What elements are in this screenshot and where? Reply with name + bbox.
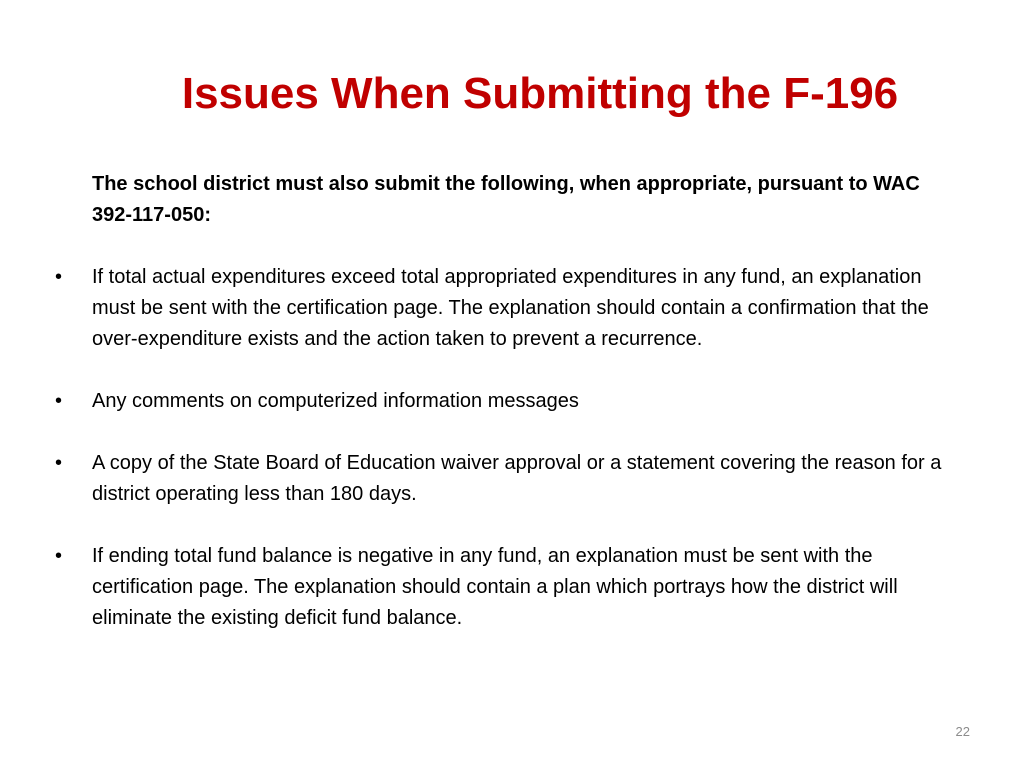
slide-title: Issues When Submitting the F-196 (181, 69, 899, 118)
bullet-text: If total actual expenditures exceed total appropriated expenditures in any fund, an explanation must be sent with the certification page. The explanation should contain a confirmation that the over-expenditure exists and the action taken to prevent a recurrence. (92, 266, 929, 350)
page-number: 22 (955, 724, 970, 739)
bullet-text: Any comments on computerized information messages (92, 390, 579, 412)
intro-paragraph: The school district must also submit the following, when appropriate, pursuant to WAC 392-117-050: (92, 173, 920, 226)
bullet-list (0, 262, 1024, 665)
bullet-item-negative-balance (0, 541, 952, 634)
bullet-marker: • (55, 266, 63, 288)
bullet-item-comments (0, 386, 952, 417)
bullet-marker: • (55, 452, 63, 474)
bullet-marker: • (55, 390, 63, 412)
bullet-item-overexpenditure (0, 262, 952, 355)
bullet-text: If ending total fund balance is negative in any fund, an explanation must be sent with the certification page. The explanation should contain a plan which portrays how the district will eliminate the existing deficit fund balance. (92, 545, 898, 629)
bullet-text: A copy of the State Board of Education waiver approval or a statement covering the reason for a district operating less than 180 days. (92, 452, 942, 505)
bullet-marker: • (55, 545, 63, 567)
bullet-item-waiver (0, 448, 952, 510)
